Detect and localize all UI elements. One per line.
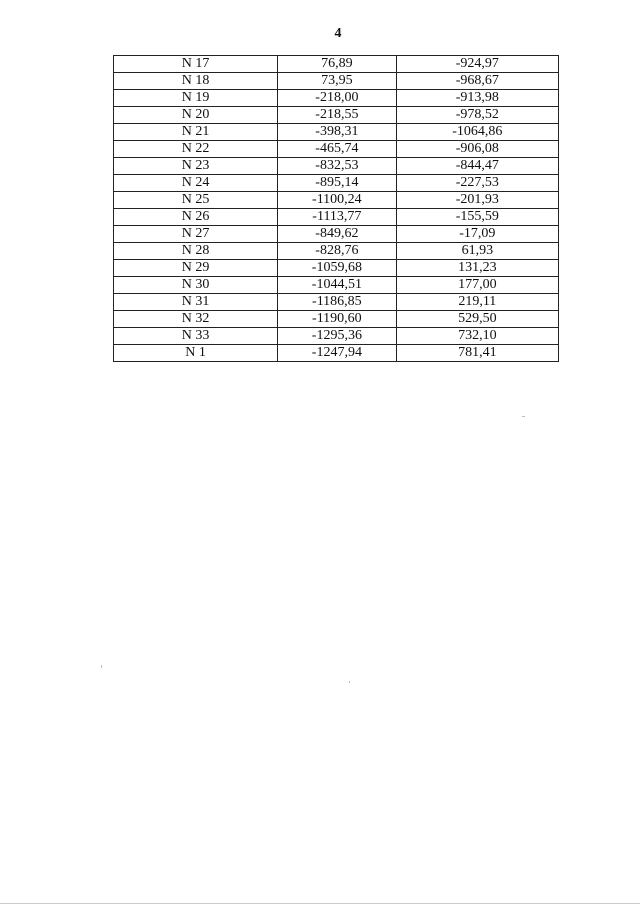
y-coordinate-cell: -906,08	[396, 141, 558, 158]
x-coordinate-cell: -1186,85	[278, 294, 397, 311]
x-coordinate-cell: -832,53	[278, 158, 397, 175]
point-cell: N 25	[114, 192, 278, 209]
point-cell: N 33	[114, 328, 278, 345]
point-cell: N 22	[114, 141, 278, 158]
y-coordinate-cell: 177,00	[396, 277, 558, 294]
point-cell: N 18	[114, 73, 278, 90]
y-coordinate-cell: -155,59	[396, 209, 558, 226]
y-coordinate-cell: -1064,86	[396, 124, 558, 141]
table-row	[114, 260, 559, 277]
point-cell: N 28	[114, 243, 278, 260]
y-coordinate-cell: 529,50	[396, 311, 558, 328]
table-row	[114, 107, 559, 124]
scan-speck	[522, 416, 525, 417]
y-coordinate-cell: -968,67	[396, 73, 558, 90]
x-coordinate-cell: -849,62	[278, 226, 397, 243]
table-row	[114, 243, 559, 260]
y-coordinate-cell: 219,11	[396, 294, 558, 311]
point-cell: N 20	[114, 107, 278, 124]
table-row	[114, 192, 559, 209]
x-coordinate-cell: -828,76	[278, 243, 397, 260]
x-coordinate-cell: -1059,68	[278, 260, 397, 277]
x-coordinate-cell: 76,89	[278, 56, 397, 73]
point-cell: N 24	[114, 175, 278, 192]
x-coordinate-cell: -1100,24	[278, 192, 397, 209]
y-coordinate-cell: -17,09	[396, 226, 558, 243]
coordinates-table-body	[114, 56, 559, 362]
table-row	[114, 294, 559, 311]
table-row	[114, 175, 559, 192]
x-coordinate-cell: -218,55	[278, 107, 397, 124]
scan-speck	[101, 665, 102, 668]
table-row	[114, 209, 559, 226]
x-coordinate-cell: -218,00	[278, 90, 397, 107]
x-coordinate-cell: -895,14	[278, 175, 397, 192]
point-cell: N 32	[114, 311, 278, 328]
table-row	[114, 141, 559, 158]
point-cell: N 1	[114, 345, 278, 362]
coordinates-table	[113, 55, 559, 362]
table-row	[114, 328, 559, 345]
table-row	[114, 226, 559, 243]
y-coordinate-cell: -227,53	[396, 175, 558, 192]
point-cell: N 26	[114, 209, 278, 226]
page-number: 4	[334, 26, 342, 41]
table-row	[114, 124, 559, 141]
table-row	[114, 158, 559, 175]
y-coordinate-cell: 732,10	[396, 328, 558, 345]
table-row	[114, 345, 559, 362]
point-cell: N 23	[114, 158, 278, 175]
y-coordinate-cell: 781,41	[396, 345, 558, 362]
table-row	[114, 56, 559, 73]
point-cell: N 27	[114, 226, 278, 243]
y-coordinate-cell: -924,97	[396, 56, 558, 73]
point-cell: N 31	[114, 294, 278, 311]
x-coordinate-cell: -1295,36	[278, 328, 397, 345]
point-cell: N 21	[114, 124, 278, 141]
x-coordinate-cell: -1190,60	[278, 311, 397, 328]
y-coordinate-cell: -844,47	[396, 158, 558, 175]
table-row	[114, 90, 559, 107]
y-coordinate-cell: 131,23	[396, 260, 558, 277]
table-row	[114, 277, 559, 294]
x-coordinate-cell: -1247,94	[278, 345, 397, 362]
point-cell: N 19	[114, 90, 278, 107]
x-coordinate-cell: 73,95	[278, 73, 397, 90]
point-cell: N 30	[114, 277, 278, 294]
y-coordinate-cell: -978,52	[396, 107, 558, 124]
x-coordinate-cell: -465,74	[278, 141, 397, 158]
y-coordinate-cell: 61,93	[396, 243, 558, 260]
scan-bottom-edge	[0, 903, 640, 904]
x-coordinate-cell: -1044,51	[278, 277, 397, 294]
x-coordinate-cell: -398,31	[278, 124, 397, 141]
point-cell: N 17	[114, 56, 278, 73]
y-coordinate-cell: -201,93	[396, 192, 558, 209]
point-cell: N 29	[114, 260, 278, 277]
table-row	[114, 311, 559, 328]
x-coordinate-cell: -1113,77	[278, 209, 397, 226]
scan-speck	[349, 681, 350, 683]
table-row	[114, 73, 559, 90]
y-coordinate-cell: -913,98	[396, 90, 558, 107]
